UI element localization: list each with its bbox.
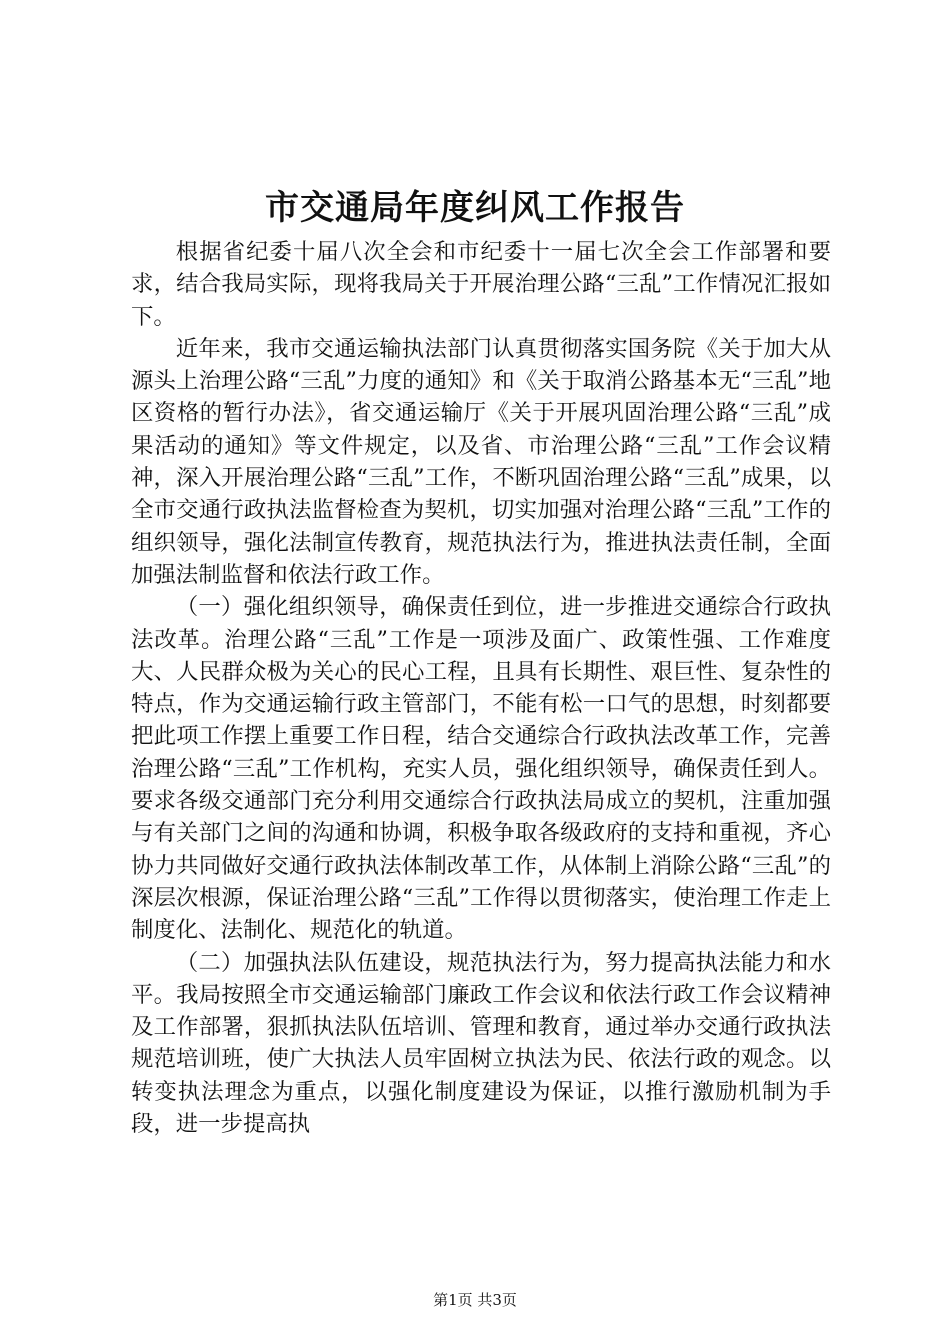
paragraph-section-1: （一）强化组织领导，确保责任到位，进一步推进交通综合行政执法改革。治理公路“三乱”工作是一项涉及面广、政策性强、工作难度大、人民群众极为关心的民心工程，且具有长期性、艰巨性、复杂性的特点，作为交通运输行政主管部门，不能有松一口气的思想，时刻都要把此项工作摆上重要工作日程，结合交通综合行政执法改革工作，完善治理公路“三乱”工作机构，充实人员，强化组织领导，确保责任到人。要求各级交通部门充分利用交通综合行政执法局成立的契机，注重加强与有关部门之间的沟通和协调，积极争取各级政府的支持和重视，齐心协力共同做好交通行政执法体制改革工作，从体制上消除公路“三乱”的深层次根源，保证治理公路“三乱”工作得以贯彻落实，使治理工作走上制度化、法制化、规范化的轨道。 xyxy=(131,594,831,944)
page-footer: 第1页 共3页 xyxy=(433,1291,517,1309)
paragraph-intro: 根据省纪委十届八次全会和市纪委十一届七次全会工作部署和要求，结合我局实际，现将我局关于开展治理公路“三乱”工作情况汇报如下。 xyxy=(131,239,831,330)
paragraph-section-2: （二）加强执法队伍建设，规范执法行为，努力提高执法能力和水平。我局按照全市交通运输部门廉政工作会议和依法行政工作会议精神及工作部署，狠抓执法队伍培训、管理和教育，通过举办交通行政执法规范培训班，使广大执法人员牢固树立执法为民、依法行政的观念。以转变执法理念为重点，以强化制度建设为保证，以推行激励机制为手段，进一步提高执 xyxy=(131,949,831,1138)
document-body xyxy=(131,236,831,1140)
document-title: 市交通局年度纠风工作报告 xyxy=(265,188,685,228)
paragraph-background: 近年来，我市交通运输执法部门认真贯彻落实国务院《关于加大从源头上治理公路“三乱”力度的通知》和《关于取消公路基本无“三乱”地区资格的暂行办法》，省交通运输厅《关于开展巩固治理公路“三乱”成果活动的通知》等文件规定，以及省、市治理公路“三乱”工作会议精神，深入开展治理公路“三乱”工作，不断巩固治理公路“三乱”成果，以全市交通行政执法监督检查为契机，切实加强对治理公路“三乱”工作的组织领导，强化法制宣传教育，规范执法行为，推进执法责任制，全面加强法制监督和依法行政工作。 xyxy=(131,335,831,588)
